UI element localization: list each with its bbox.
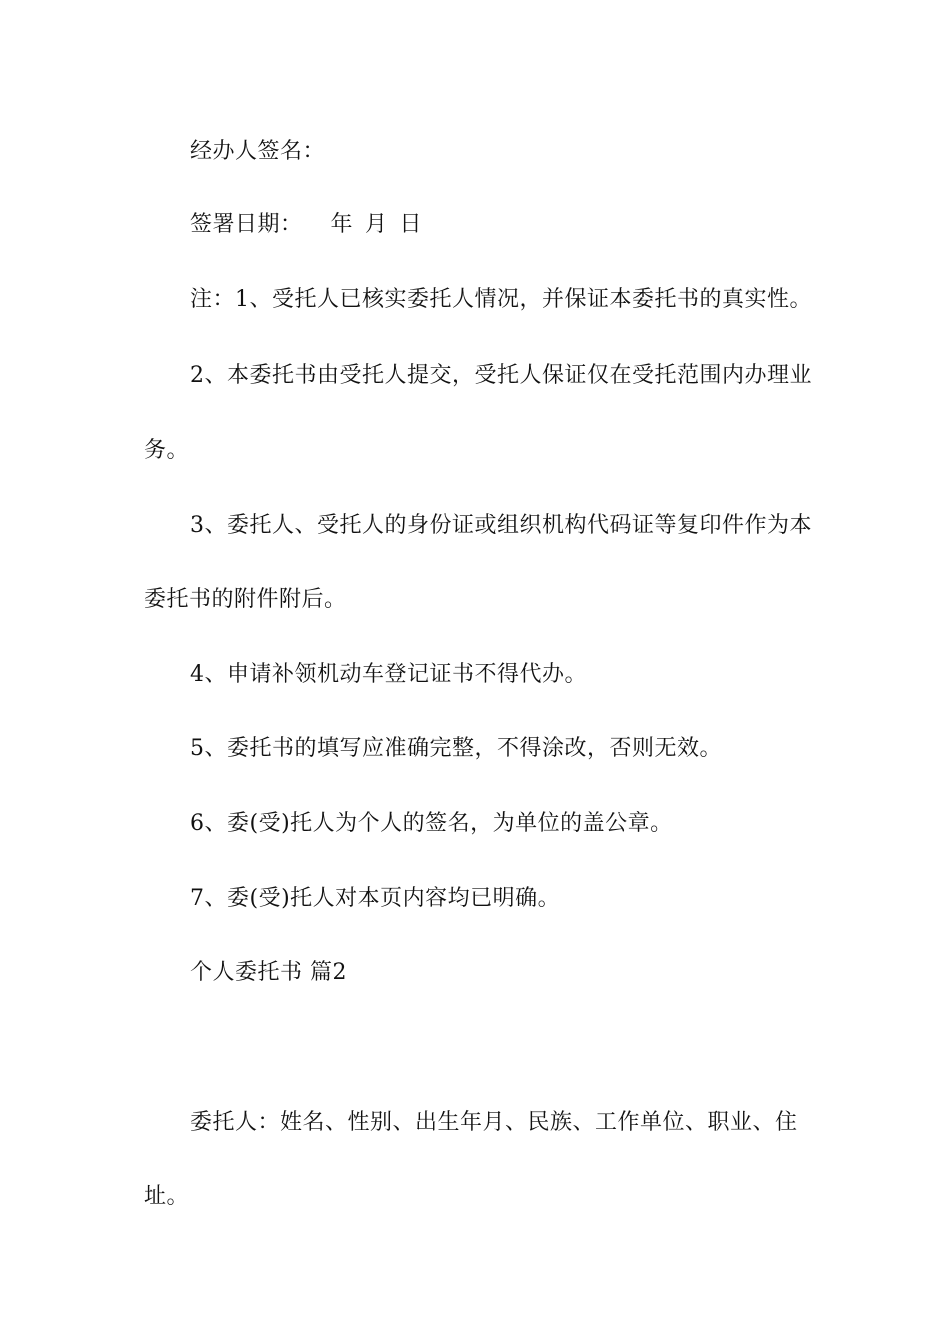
note-7: 7、委(受)托人对本页内容均已明确。 [190,886,561,911]
sign-date-day: 日 [399,212,423,237]
note-4: 4、申请补领机动车登记证书不得代办。 [190,662,587,687]
principal-line-2: 址。 [144,1184,190,1209]
sign-date-month: 月 [365,212,388,237]
note-6: 6、委(受)托人为个人的签名，为单位的盖公章。 [190,811,673,836]
sign-date-label: 签署日期： [190,212,303,237]
note-3-line-1: 3、委托人、受托人的身份证或组织机构代码证等复印件作为本 [190,513,812,538]
principal-line-1: 委托人：姓名、性别、出生年月、民族、工作单位、职业、住 [190,1110,798,1135]
note-1: 注：1、受托人已核实委托人情况，并保证本委托书的真实性。 [190,287,812,312]
note-2-line-1: 2、本委托书由受托人提交，受托人保证仅在受托范围内办理业 [190,363,812,388]
note-5: 5、委托书的填写应准确完整，不得涂改，否则无效。 [190,736,722,761]
handler-signature-label: 经办人签名： [190,139,326,164]
section-title: 个人委托书 篇2 [190,960,347,985]
sign-date-year: 年 [330,212,354,237]
note-3-line-2: 委托书的附件附后。 [144,587,347,612]
note-2-line-2: 务。 [144,438,190,463]
sign-date-line [190,210,422,240]
